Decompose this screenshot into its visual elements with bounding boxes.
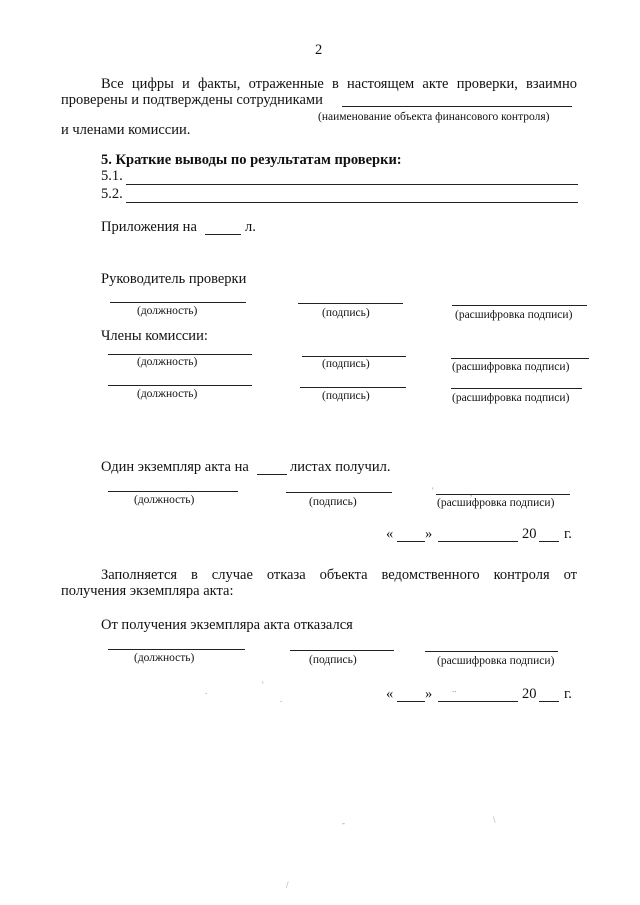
head-signature-caption: (подпись) [322, 307, 370, 319]
member-1-decoding-line [451, 358, 589, 359]
receipt-date-day-blank [397, 541, 425, 542]
receipt-signature-line [286, 492, 392, 493]
receipt-signature-caption: (подпись) [309, 496, 357, 508]
member-2-decoding-line [451, 388, 582, 389]
refusal-date-open-quote: « [386, 686, 394, 702]
page-number: 2 [315, 42, 323, 58]
scan-speck: \ [493, 815, 496, 825]
refusal-date-year-prefix: 20 [522, 686, 537, 702]
refusal-position-caption: (должность) [134, 652, 195, 664]
finding-5-2-label: 5.2. [101, 186, 123, 202]
receipt-date-close-quote: » [425, 526, 433, 542]
refusal-signature-caption: (подпись) [309, 654, 357, 666]
receipt-date-year-blank [539, 541, 559, 542]
receipt-suffix: листах получил. [290, 459, 391, 475]
refusal-label: От получения экземпляра акта отказался [101, 617, 353, 633]
member-2-decoding-caption: (расшифровка подписи) [452, 392, 570, 404]
refusal-note-line-2: получения экземпляра акта: [61, 583, 234, 599]
scan-speck: ' [262, 680, 264, 690]
section-5-heading: 5. Краткие выводы по результатам проверки: [101, 152, 402, 168]
head-decoding-caption: (расшифровка подписи) [455, 309, 573, 321]
scan-speck: - [342, 818, 345, 828]
member-2-position-line [108, 385, 252, 386]
member-2-position-caption: (должность) [137, 388, 198, 400]
inspected-entity-hint: (наименование объекта финансового контроля) [318, 111, 550, 123]
member-1-signature-line [302, 356, 406, 357]
attachments-pages-blank [205, 234, 241, 235]
refusal-date-year-suffix: г. [564, 686, 572, 702]
scan-speck: , [470, 488, 473, 498]
refusal-position-line [108, 649, 245, 650]
head-position-caption: (должность) [137, 305, 198, 317]
refusal-date-day-blank [397, 701, 425, 702]
refusal-signature-line [290, 650, 394, 651]
member-2-signature-caption: (подпись) [322, 390, 370, 402]
head-position-line [110, 302, 246, 303]
scan-speck: / [286, 880, 289, 890]
receipt-decoding-line [436, 494, 570, 495]
refusal-note-line-1: Заполняется в случае отказа объекта ведомственного контроля от [101, 567, 577, 583]
scan-speck: .. [452, 684, 457, 694]
intro-line-3: и членами комиссии. [61, 122, 191, 138]
receipt-position-line [108, 491, 238, 492]
receipt-pages-blank [257, 474, 287, 475]
receipt-date-year-prefix: 20 [522, 526, 537, 542]
head-label: Руководитель проверки [101, 271, 247, 287]
head-signature-line [298, 303, 403, 304]
member-1-position-caption: (должность) [137, 356, 198, 368]
member-1-decoding-caption: (расшифровка подписи) [452, 361, 570, 373]
receipt-date-open-quote: « [386, 526, 394, 542]
intro-line-1: Все цифры и факты, отраженные в настоящем акте проверки, взаимно [101, 76, 577, 92]
refusal-date-year-blank [539, 701, 559, 702]
receipt-date-year-suffix: г. [564, 526, 572, 542]
receipt-date-month-blank [438, 541, 518, 542]
attachments-prefix: Приложения на [101, 219, 197, 235]
inspected-entity-blank [342, 106, 572, 107]
refusal-decoding-line [425, 651, 558, 652]
receipt-prefix: Один экземпляр акта на [101, 459, 249, 475]
intro-line-2: проверены и подтверждены сотрудниками [61, 92, 323, 108]
receipt-position-caption: (должность) [134, 494, 195, 506]
attachments-suffix: л. [245, 219, 256, 235]
scan-speck: ' [432, 486, 434, 496]
finding-5-2-blank [126, 202, 578, 203]
member-2-signature-line [300, 387, 406, 388]
finding-5-1-label: 5.1. [101, 168, 123, 184]
refusal-date-month-blank [438, 701, 518, 702]
member-1-position-line [108, 354, 252, 355]
head-decoding-line [452, 305, 587, 306]
finding-5-1-blank [126, 184, 578, 185]
refusal-date-close-quote: » [425, 686, 433, 702]
members-label: Члены комиссии: [101, 328, 208, 344]
scan-speck: . [280, 694, 283, 704]
member-1-signature-caption: (подпись) [322, 358, 370, 370]
refusal-decoding-caption: (расшифровка подписи) [437, 655, 555, 667]
receipt-decoding-caption: (расшифровка подписи) [437, 497, 555, 509]
scan-speck: . [205, 686, 208, 696]
